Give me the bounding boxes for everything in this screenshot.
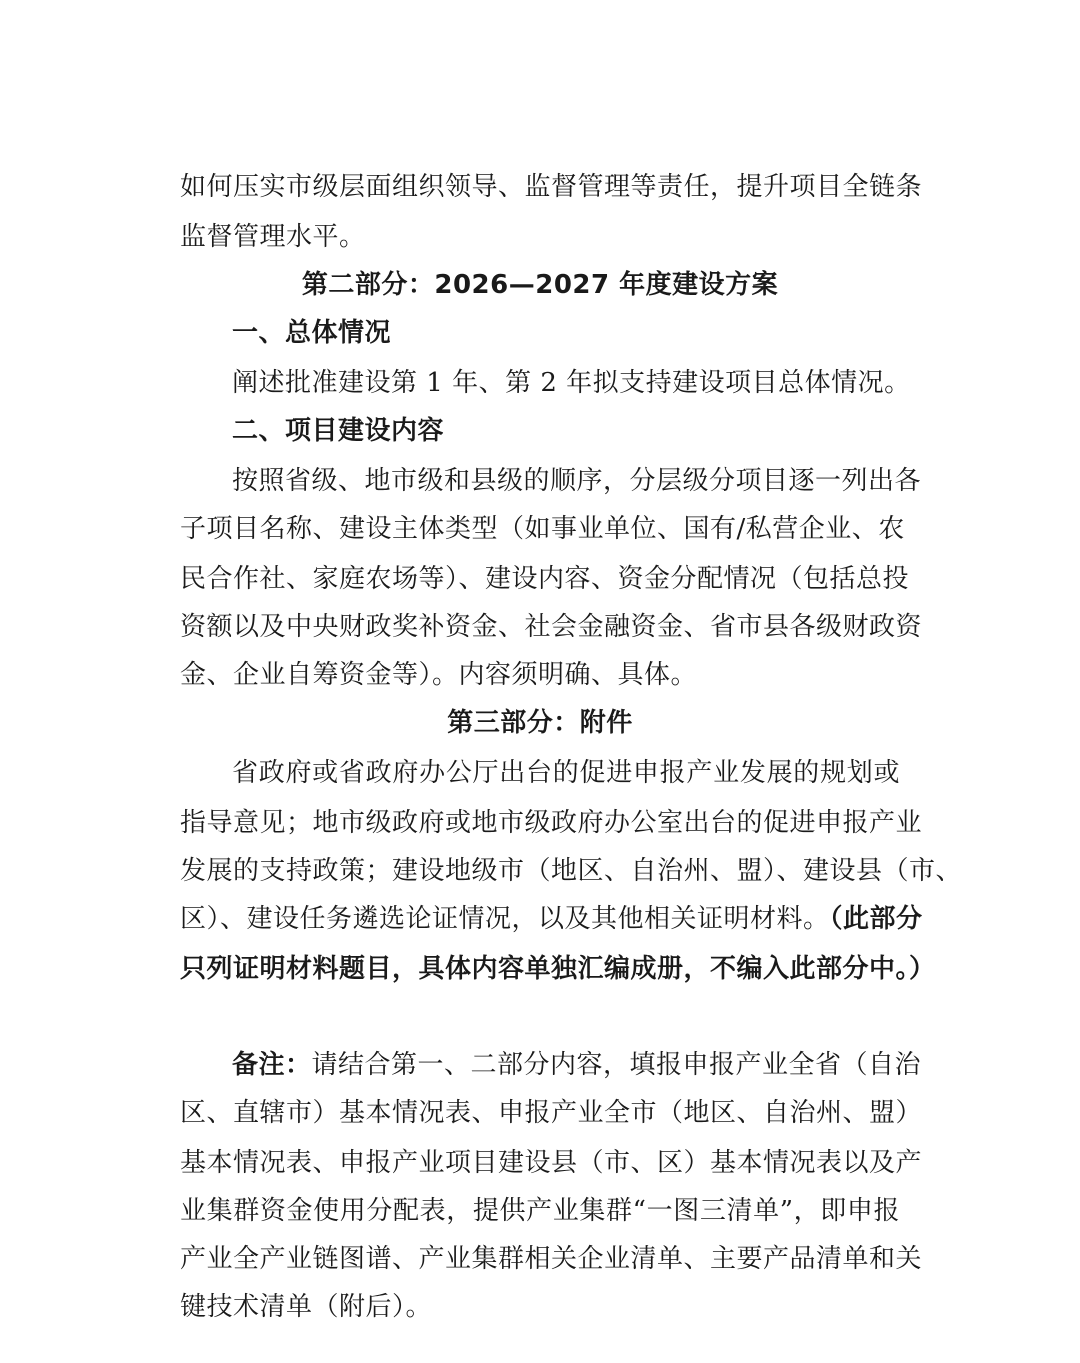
note-line-4: 业集群资金使用分配表，提供产业集群“一图三清单”，即申报 <box>180 1196 900 1226</box>
section2-line-3: 民合作社、家庭农场等）、建设内容、资金分配情况（包括总投 <box>180 564 910 594</box>
part3-line-5: 只列证明材料题目，具体内容单独汇编成册，不编入此部分中。） <box>180 954 936 984</box>
section2-line-2: 子项目名称、建设主体类型（如事业单位、国有/私营企业、农 <box>180 514 905 544</box>
section2-line-1: 按照省级、地市级和县级的顺序，分层级分项目逐一列出各 <box>232 466 922 496</box>
part2-title: 第二部分：2026—2027 年度建设方案 <box>301 270 779 300</box>
part3-line-1: 省政府或省政府办公厅出台的促进申报产业发展的规划或 <box>232 758 900 788</box>
part3-line-4-text: 区）、建设任务遴选论证情况，以及其他相关证明材料。 <box>180 904 830 934</box>
intro-line-2: 监督管理水平。 <box>180 222 366 252</box>
note-line-5: 产业全产业链图谱、产业集群相关企业清单、主要产品清单和关 <box>180 1244 923 1274</box>
part3-line-2: 指导意见；地市级政府或地市级政府办公室出台的促进申报产业 <box>180 808 923 838</box>
note-line-2: 区、直辖市）基本情况表、申报产业全市（地区、自治州、盟） <box>180 1098 923 1128</box>
note-line-3: 基本情况表、申报产业项目建设县（市、区）基本情况表以及产 <box>180 1148 923 1178</box>
part3-line-4-bold: （此部分 <box>829 904 923 934</box>
note-line-6: 键技术清单（附后）。 <box>180 1292 433 1322</box>
part3-line-3: 发展的支持政策；建设地级市（地区、自治州、盟）、建设县（市、 <box>180 856 963 886</box>
section1-title: 一、总体情况 <box>232 318 392 348</box>
note-line-1-text: 请结合第一、二部分内容，填报申报产业全省（自治 <box>311 1050 922 1080</box>
section1-body: 阐述批准建设第 1 年、第 2 年拟支持建设项目总体情况。 <box>232 368 911 398</box>
section2-title: 二、项目建设内容 <box>232 416 445 446</box>
part3-line-4 <box>180 902 923 936</box>
note-line-1 <box>232 1048 922 1082</box>
part3-title: 第三部分：附件 <box>447 708 633 738</box>
section2-line-4: 资额以及中央财政奖补资金、社会金融资金、省市县各级财政资 <box>180 612 923 642</box>
section2-line-5: 金、企业自筹资金等）。内容须明确、具体。 <box>180 660 698 690</box>
intro-line-1: 如何压实市级层面组织领导、监督管理等责任，提升项目全链条 <box>180 172 923 202</box>
note-label: 备注： <box>232 1050 312 1080</box>
